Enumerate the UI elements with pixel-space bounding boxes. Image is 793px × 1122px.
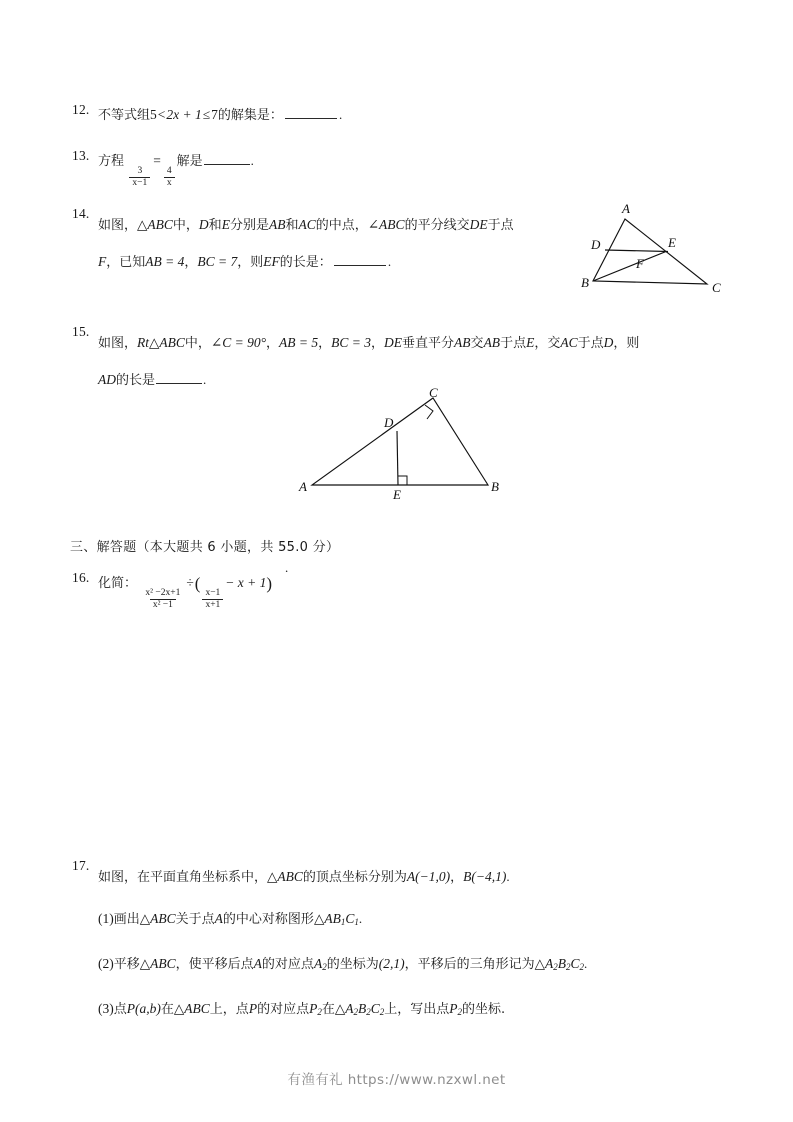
figure-14-label-b: B [581, 275, 589, 290]
figure-15-label-c: C [429, 388, 438, 400]
q17-p2-point-a: A [253, 956, 262, 971]
q17-p3-s3: 上，点 [209, 1002, 249, 1017]
segment-de [605, 250, 668, 252]
q17-p3-p2-base: P [309, 1001, 318, 1016]
q14-point-e: E [221, 217, 230, 232]
q14-l2-comma2: ， [237, 255, 251, 270]
right-angle-mark-c [425, 405, 433, 419]
q14-l1-s6: 的中点， [315, 218, 368, 233]
q14-l1-s8: 于点 [487, 218, 514, 233]
q13-frac-right-denominator: x [164, 177, 175, 189]
q17-p2-tri2-b: B [557, 956, 566, 971]
q17-p1-end-dot: . [358, 911, 363, 926]
question-13-number: 13. [72, 148, 90, 163]
q16-frac2-numerator: x−1 [205, 588, 221, 598]
q17-p3-tri2-b: B [357, 1001, 367, 1016]
q12-prefix: 不等式组 [98, 108, 151, 123]
q15-l1-comma3: ， [371, 336, 385, 351]
q14-point-d: D [198, 217, 209, 232]
q14-l1-s5: 和 [285, 218, 299, 233]
question-15 [72, 322, 639, 396]
figure-14-label-e: E [668, 235, 676, 250]
q14-seg-ef: EF [263, 254, 280, 269]
q17-coord-b: B(−4,1) [463, 869, 507, 884]
q15-l1-s5: 于点 [500, 336, 527, 351]
q17-p2-triangle: △ABC [139, 956, 176, 971]
q13-end-dot: . [250, 153, 254, 168]
q15-l1-s4: 交 [470, 336, 484, 351]
q15-seg-ac: AC [560, 335, 578, 350]
section-heading-three: 三、解答题（本大题共 6 小题，共 55.0 分） [70, 540, 340, 555]
q14-eq-bc: BC = 7 [197, 254, 238, 269]
q14-l1-s4: 分别是 [229, 218, 269, 233]
q17-p3-tri2-c: C [370, 1001, 380, 1016]
q17-p1-s3: 的中心对称图形 [222, 912, 314, 927]
q14-l2-s1: ，已知 [106, 255, 146, 270]
q14-l1-s3: 和 [208, 218, 222, 233]
q17-l1-s2: 的顶点坐标分别为 [302, 870, 407, 885]
q15-point-e: E [526, 335, 535, 350]
q17-p3-tri2-sub3: 2 [379, 1007, 385, 1017]
q14-l2-comma1: ， [184, 255, 198, 270]
q13-equals: = [153, 153, 161, 168]
figure-15-label-b: B [491, 479, 499, 494]
q12-suffix: 的解集是： [217, 108, 283, 123]
q16-frac2-denominator: x+1 [202, 599, 223, 611]
q17-p2-end-dot: . [584, 956, 588, 971]
q16-frac1-numerator: x² −2x+1 [145, 588, 181, 598]
q17-p1-tri2-mid: C [345, 911, 355, 926]
q17-p1-s2: 关于点 [175, 912, 215, 927]
q15-seg-de: DE [384, 335, 403, 350]
q14-seg-de: DE [469, 217, 488, 232]
q14-l1-s7: 的平分线交 [404, 218, 470, 233]
figure-question-15 [298, 388, 504, 500]
q13-fraction-left [129, 166, 150, 189]
q17-p2-tri2-sub2: 2 [565, 962, 571, 972]
q17-p2-s3: 的对应点 [261, 957, 314, 972]
q16-divide: ÷ [186, 575, 194, 590]
q17-triangle-abc: △ABC [267, 869, 303, 884]
q16-fraction-2 [202, 588, 223, 611]
q14-l2-s2: 则 [250, 255, 264, 270]
figure-14-label-f: F [636, 256, 644, 271]
q17-p3-s1: 点 [113, 1002, 127, 1017]
q14-l1-s2: 中， [172, 218, 199, 233]
q17-p3-tri2-base: △A [334, 1001, 354, 1016]
q14-triangle-abc: △ABC [137, 217, 173, 232]
q14-eq-ab: AB = 4 [145, 254, 185, 269]
q16-close-paren: ) [266, 574, 273, 593]
q17-p2-s4: 的坐标为 [326, 957, 379, 972]
question-14-number: 14. [72, 206, 90, 221]
q12-answer-blank[interactable] [285, 106, 337, 119]
q17-p2-a2-base: A [313, 956, 323, 971]
q17-p3-p3-sub: 2 [457, 1007, 463, 1017]
q14-seg-ac: AC [298, 217, 316, 232]
q12-math-left: 5 [150, 107, 157, 122]
q12-end-dot: . [338, 107, 343, 122]
q17-p3-s5: 在 [321, 1002, 335, 1017]
q17-p1-triangle: △ABC [139, 911, 176, 926]
q15-l1-comma1: ， [266, 336, 280, 351]
q15-eq-ab: AB = 5 [279, 335, 319, 350]
q17-p3-tri2-sub1: 2 [353, 1007, 358, 1017]
q12-math-right: 7 [211, 107, 218, 122]
q13-answer-blank[interactable] [204, 153, 250, 165]
q17-p2-s2: ，使平移后点 [175, 957, 254, 972]
q14-angle-abc: ∠ABC [367, 217, 405, 232]
q17-p2-a2-sub: 2 [322, 962, 327, 972]
question-15-number: 15. [72, 324, 90, 339]
q16-frac1-denominator: x² −1 [150, 599, 176, 611]
q17-l1-comma: ， [450, 870, 464, 885]
q12-math-expr: 2x + 1 [166, 107, 202, 122]
q17-p3-point-p2: P [248, 1001, 258, 1016]
q16-prefix: 化简： [98, 576, 138, 591]
q14-l1-s1: 如图， [98, 218, 138, 233]
q17-p2-tri2-sub1: 2 [553, 962, 558, 972]
question-17-number: 17. [72, 858, 90, 873]
q13-frac-right-numerator: 4 [166, 166, 172, 176]
q15-end-dot: . [203, 372, 207, 387]
q17-p3-tri2-sub2: 2 [366, 1007, 371, 1017]
q15-l1-s6: ，交 [534, 336, 561, 351]
q17-p2-coord: (2,1) [378, 956, 405, 971]
q13-frac-left-denominator: x−1 [129, 177, 150, 189]
question-14 [72, 204, 514, 278]
q17-coord-a: A(−1,0) [406, 869, 451, 884]
question-12 [72, 100, 342, 131]
q17-p2-s5: ，平移后的三角形记为 [404, 957, 535, 972]
question-13 [72, 146, 254, 189]
q15-seg-ad: AD [98, 372, 116, 387]
q17-p1-tri2-sub2: 1 [354, 917, 359, 927]
q13-suffix: 解是 [176, 154, 203, 169]
q17-p2-s1: 平移 [113, 957, 140, 972]
figure-14-svg [578, 196, 734, 300]
q17-part1-label: (1) [98, 911, 114, 926]
question-12-number: 12. [72, 102, 90, 117]
q17-p3-s6: 上，写出点 [384, 1002, 450, 1017]
q17-p3-point-p: P(a,b) [126, 1001, 161, 1016]
figure-14-label-a: A [622, 201, 630, 216]
q17-p3-triangle: △ABC [173, 1001, 210, 1016]
q14-point-f: F [98, 254, 107, 269]
q17-p3-p2-sub: 2 [317, 1007, 322, 1017]
q17-l1-s1: 如图，在平面直角坐标系中， [98, 870, 268, 885]
q17-p2-tri2-c: C [570, 956, 580, 971]
q13-fraction-right [164, 166, 175, 189]
angle-bisector-be [593, 252, 666, 282]
q17-p3-s4: 的对应点 [257, 1002, 310, 1017]
figure-15-label-d: D [384, 415, 394, 430]
q14-seg-ab: AB [268, 217, 286, 232]
q16-open-paren: ( [194, 574, 201, 593]
q15-seg-ab: AB [454, 335, 471, 350]
q17-p1-tri2-base: △AB [313, 911, 341, 926]
q15-seg-ab2: AB [483, 335, 501, 350]
right-angle-mark-e [398, 476, 407, 485]
q17-p3-s2: 在 [160, 1002, 174, 1017]
q16-minus-term: − x + 1 [225, 575, 267, 590]
q15-triangle-rt-abc: Rt△ABC [137, 335, 185, 350]
q14-l2-s3: 的长是： [279, 255, 332, 270]
segment-de-perpendicular [397, 431, 398, 485]
watermark: 有渔有礼 https://www.nzxwl.net [287, 1072, 506, 1088]
q14-answer-blank[interactable] [334, 253, 386, 266]
question-17-body [98, 856, 587, 1033]
q17-p2-tri2-sub3: 2 [579, 962, 584, 972]
question-16-number: 16. [72, 570, 90, 585]
q15-point-d: D [603, 335, 614, 350]
q16-fraction-1 [142, 588, 183, 611]
q15-l1-s1: 如图， [98, 336, 138, 351]
q15-eq-bc: BC = 3 [331, 335, 372, 350]
q13-prefix: 方程 [98, 154, 125, 169]
question-15-body [98, 322, 639, 396]
q15-l1-s2: 中， [184, 336, 211, 351]
question-12-body [98, 100, 342, 131]
q15-l2-s1: 的长是 [116, 373, 156, 388]
question-16-body [98, 568, 272, 611]
q15-l1-s3: 垂直平分 [402, 336, 455, 351]
figure-14-label-c: C [712, 280, 721, 295]
figure-15-label-e: E [393, 487, 401, 500]
figure-14-label-d: D [591, 237, 601, 252]
q15-angle-c: ∠C = 90° [210, 335, 266, 350]
q17-p1-s1: 画出 [113, 912, 140, 927]
q17-part2-label: (2) [98, 956, 114, 971]
q17-p3-p3-base: P [449, 1001, 458, 1016]
q14-end-dot: . [387, 254, 392, 269]
q15-answer-blank[interactable] [156, 372, 202, 384]
question-14-body [98, 204, 514, 278]
figure-15-label-a: A [299, 479, 307, 494]
question-13-body [98, 146, 254, 189]
q12-math-rel2: ≤ [202, 107, 211, 122]
q12-math-rel1: < [157, 107, 166, 122]
q17-p3-s7: 的坐标. [462, 1002, 506, 1017]
figure-question-14 [578, 196, 734, 300]
q15-l1-s8: ，则 [613, 336, 640, 351]
q17-p2-tri2-base: △A [534, 956, 554, 971]
triangle-abc-outline [312, 398, 488, 485]
question-17 [72, 856, 587, 1033]
q16-end-dot: . [285, 560, 289, 575]
question-16 [72, 568, 272, 611]
q17-p1-tri2-sub1: 1 [340, 917, 346, 927]
q17-p1-point-a: A [214, 911, 223, 926]
q15-l1-comma2: ， [318, 336, 332, 351]
q17-part3-label: (3) [98, 1001, 114, 1016]
q13-frac-left-numerator: 3 [137, 166, 143, 176]
q17-l1-end-dot: . [506, 869, 510, 884]
q15-l1-s7: 于点 [577, 336, 604, 351]
figure-15-svg [298, 388, 504, 500]
